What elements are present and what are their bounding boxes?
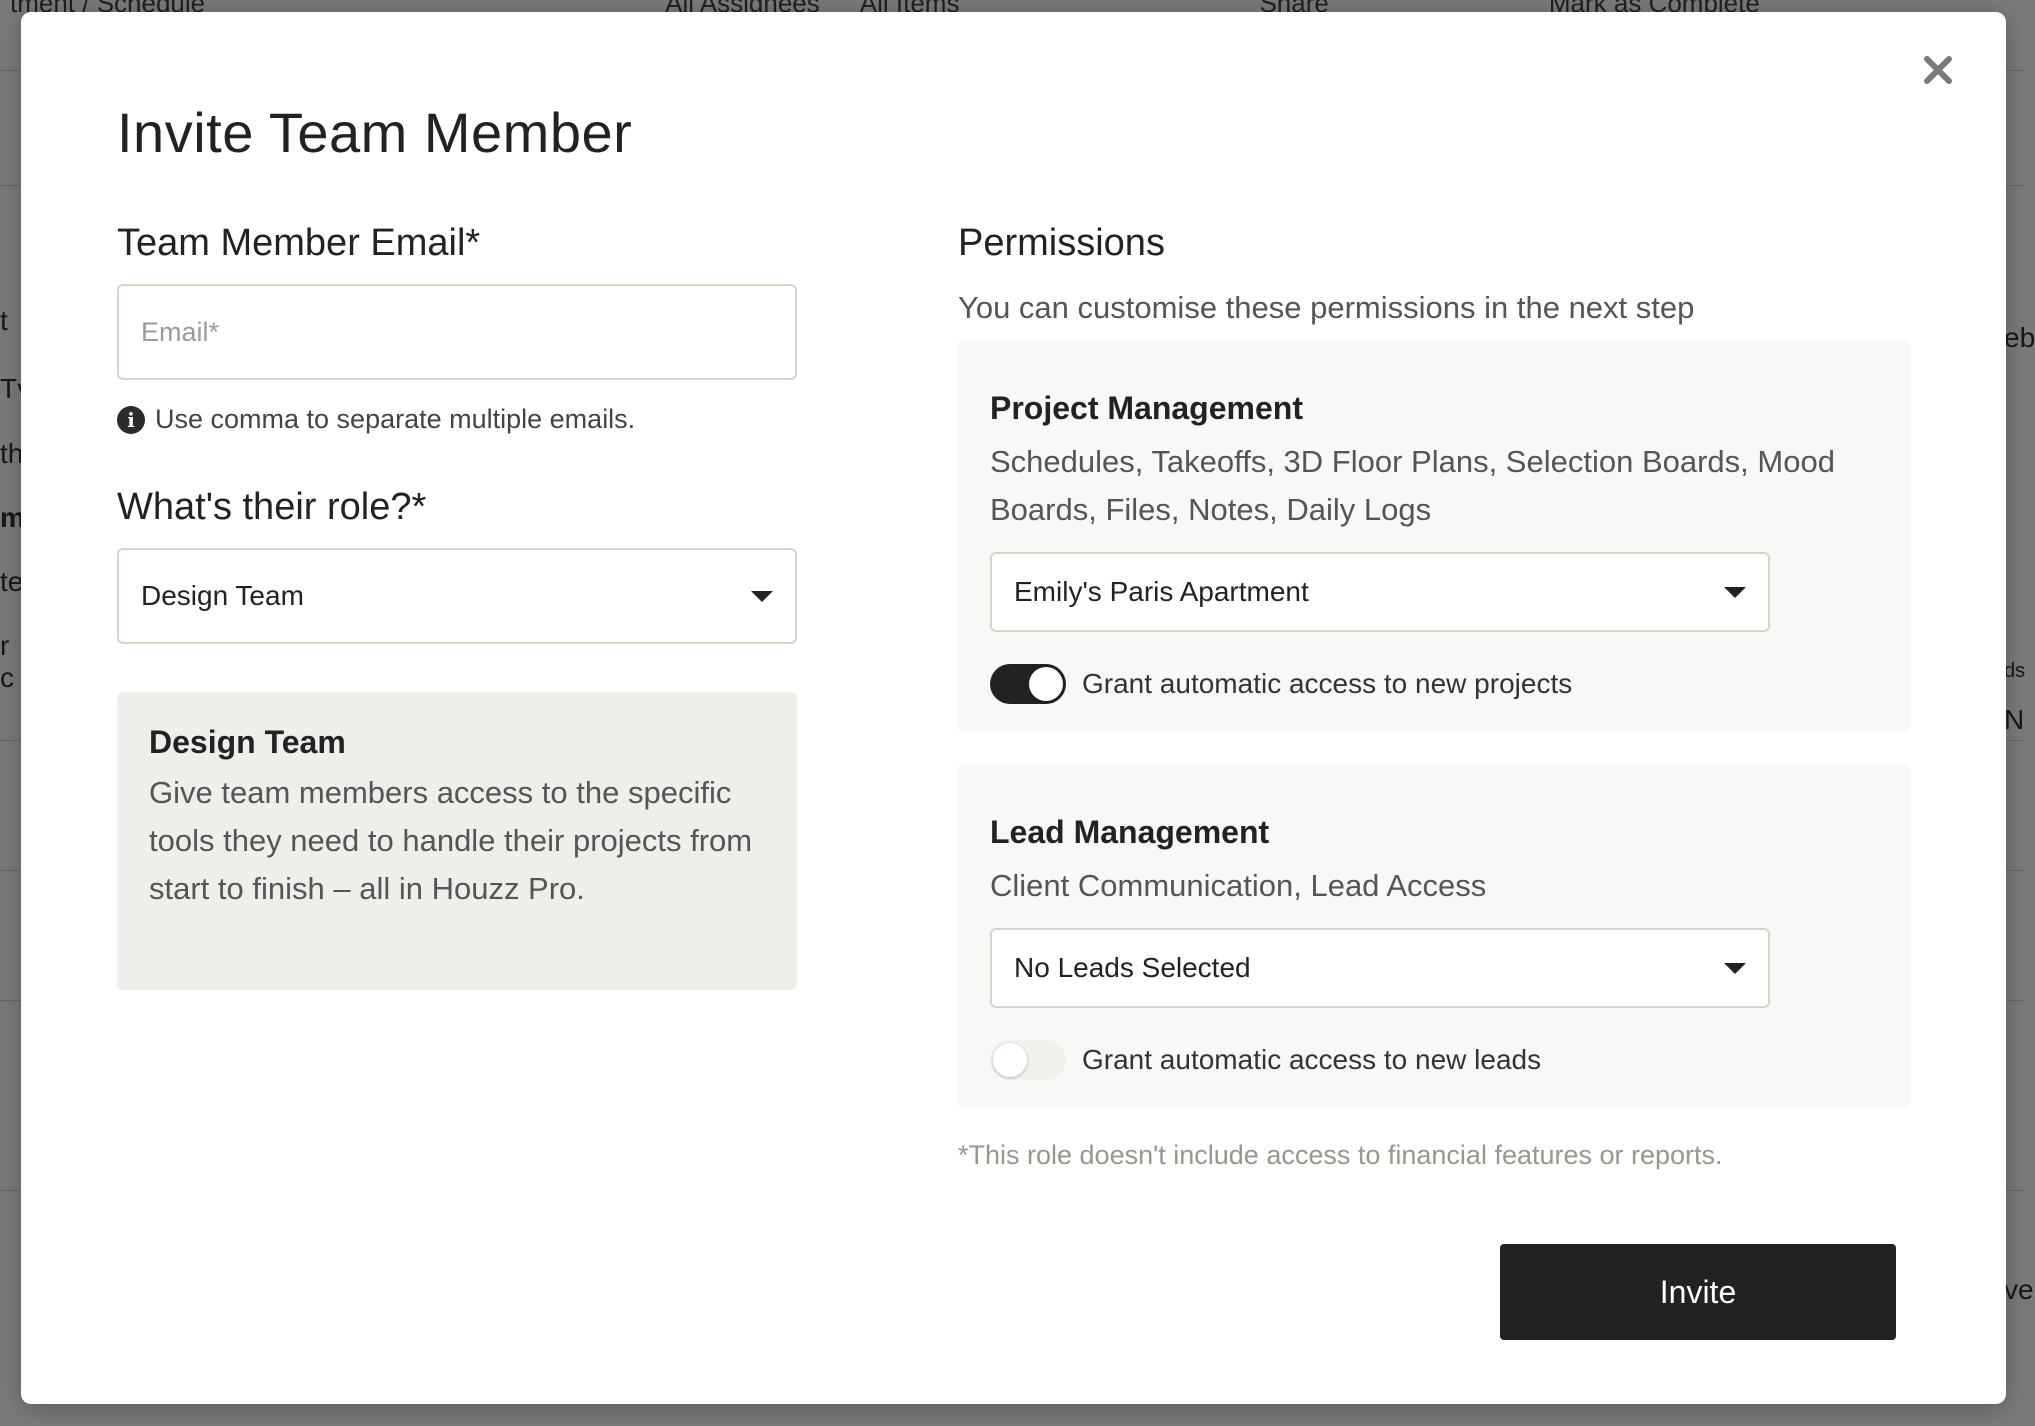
project-select-value: Emily's Paris Apartment <box>1014 576 1309 607</box>
permissions-subtitle: You can customise these permissions in the next step <box>958 290 1695 325</box>
chevron-down-icon <box>751 591 773 602</box>
role-card-description: Give team members access to the specific tools they need to handle their projects from start to finish – all in Houzz Pro. <box>149 775 753 906</box>
close-button[interactable] <box>1916 48 1960 92</box>
role-heading: What's their role?* <box>117 486 427 528</box>
auto-access-projects-toggle[interactable] <box>990 664 1066 704</box>
invite-team-member-dialog <box>21 12 2006 1404</box>
auto-access-leads-row <box>990 1040 1541 1080</box>
auto-access-projects-label: Grant automatic access to new projects <box>1082 668 1573 699</box>
email-heading: Team Member Email* <box>117 222 481 264</box>
email-hint-text: Use comma to separate multiple emails. <box>155 404 636 434</box>
lead-management-description: Client Communication, Lead Access <box>990 868 1487 903</box>
auto-access-leads-label: Grant automatic access to new leads <box>1082 1044 1542 1075</box>
lead-management-title: Lead Management <box>990 814 1270 850</box>
email-hint <box>117 404 635 435</box>
toggle-knob <box>1029 667 1063 701</box>
invite-button[interactable]: Invite <box>1500 1244 1896 1340</box>
role-card-title: Design Team <box>149 724 346 760</box>
financial-access-footnote: *This role doesn't include access to financial features or reports. <box>958 1140 1723 1170</box>
project-management-description: Schedules, Takeoffs, 3D Floor Plans, Selection Boards, Mood Boards, Files, Notes, Daily Logs <box>990 444 1835 527</box>
leads-select[interactable] <box>990 928 1770 1008</box>
role-select-value: Design Team <box>141 580 304 611</box>
project-select[interactable] <box>990 552 1770 632</box>
role-select[interactable] <box>117 548 797 644</box>
chevron-down-icon <box>1724 587 1746 598</box>
auto-access-projects-row <box>990 664 1572 704</box>
permissions-heading: Permissions <box>958 222 1165 264</box>
email-field[interactable] <box>117 284 797 380</box>
chevron-down-icon <box>1724 963 1746 974</box>
leads-select-value: No Leads Selected <box>1014 952 1251 983</box>
project-management-title: Project Management <box>990 390 1303 426</box>
lead-management-card <box>958 764 1910 1108</box>
auto-access-leads-toggle[interactable] <box>990 1040 1066 1080</box>
toggle-knob <box>993 1043 1027 1077</box>
project-management-card <box>958 340 1910 732</box>
info-icon: i <box>117 406 145 434</box>
dialog-title: Invite Team Member <box>117 101 633 164</box>
role-description-card <box>117 692 797 990</box>
close-icon <box>1922 54 1954 86</box>
